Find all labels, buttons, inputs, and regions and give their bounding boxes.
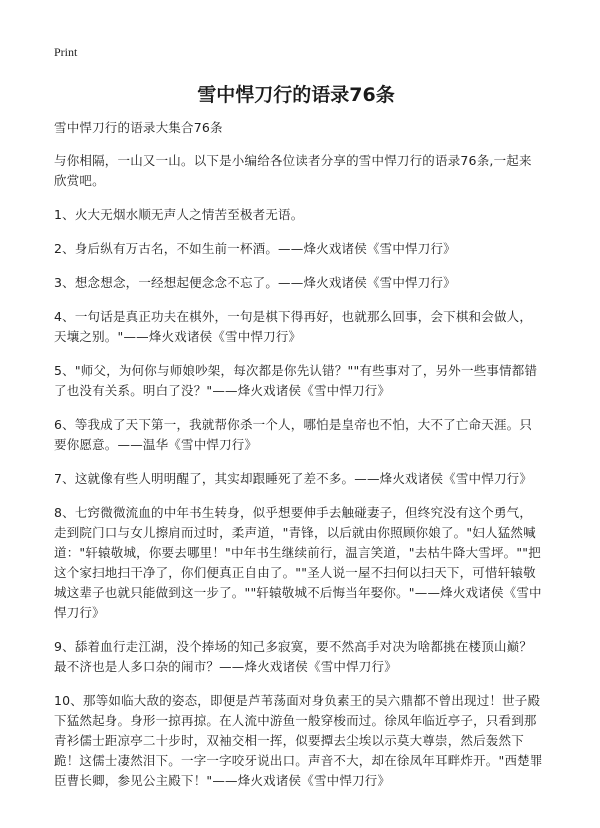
article-body	[54, 118, 544, 805]
quote-paragraph: 3、想念想念，一经想起便念念不忘了。——烽火戏诸侯《雪中悍刀行》	[54, 275, 456, 290]
quote-paragraph: 2、身后纵有万古名，不如生前一杯酒。——烽火戏诸侯《雪中悍刀行》	[54, 241, 456, 256]
quote-paragraph: 10、那等如临大敌的姿态，即便是芦苇荡面对身负素王的吴六鼎都不曾出现过！世子殿下猛然起身。身形一掠再掠。在人流中游鱼一般穿梭而过。徐凤年临近亭子，只看到那青衫儒士距凉亭二十步时，双袖交相一挥，似要撢去尘埃以示莫大尊崇，然后轰然下跪！这儒士凄然泪下。一字一字咬牙说出口。声音不大，却在徐凤年耳畔炸开。"西楚罪臣曹长卿，参见公主殿下！"——烽火戏诸侯《雪中悍刀行》	[54, 693, 543, 788]
print-link[interactable]: Print	[54, 45, 78, 59]
quote-paragraph: 4、一句话是真正功夫在棋外，一句是棋下得再好，也就那么回事，会下棋和会做人，天壤之别。"——烽火戏诸侯《雪中悍刀行》	[54, 309, 533, 344]
article-intro: 与你相隔，一山又一山。以下是小编给各位读者分享的雪中悍刀行的语录76条,一起来欣赏吧。	[54, 153, 532, 188]
quote-paragraph: 7、这就像有些人明明醒了，其实却跟睡死了差不多。——烽火戏诸侯《雪中悍刀行》	[54, 471, 533, 486]
quote-paragraph: 6、等我成了天下第一，我就帮你杀一个人，哪怕是皇帝也不怕，大不了亡命天涯。只要你愿意。——温华《雪中悍刀行》	[54, 417, 533, 452]
article-subtitle: 雪中悍刀行的语录大集合76条	[54, 120, 223, 135]
quote-paragraph: 8、七窍微微流血的中年书生转身，似乎想要伸手去触碰妻子，但终究没有这个勇气，走到院门口与女儿擦肩而过时，柔声道，"青锋，以后就由你照顾你娘了。"妇人猛然喊道："轩辕敬城，你要去哪里！"中年书生继续前行，温言笑道，"去枯牛降大雪坪。""把这个家扫地扫干净了，你们便真正自由了。""圣人说一屋不扫何以扫天下，可惜轩辕敬城这辈子也就只能做到这一步了。""轩辕敬城不后悔当年娶你。"——烽火戏诸侯《雪中悍刀行》	[54, 505, 542, 620]
quote-paragraph: 5、"师父，为何你与师娘吵架，每次都是你先认错？""有些事对了，另外一些事情都错了也没有关系。明白了没？"——烽火戏诸侯《雪中悍刀行》	[54, 363, 538, 398]
quote-paragraph: 9、舔着血行走江湖，没个捧场的知己多寂寞，要不然高手对决为啥都挑在楼顶山巅？最不济也是人多口杂的闹市？——烽火戏诸侯《雪中悍刀行》	[54, 639, 533, 674]
quote-paragraph: 1、火大无烟水顺无声人之情苦至极者无语。	[54, 207, 304, 222]
article-title: 雪中悍刀行的语录76条	[197, 84, 395, 106]
